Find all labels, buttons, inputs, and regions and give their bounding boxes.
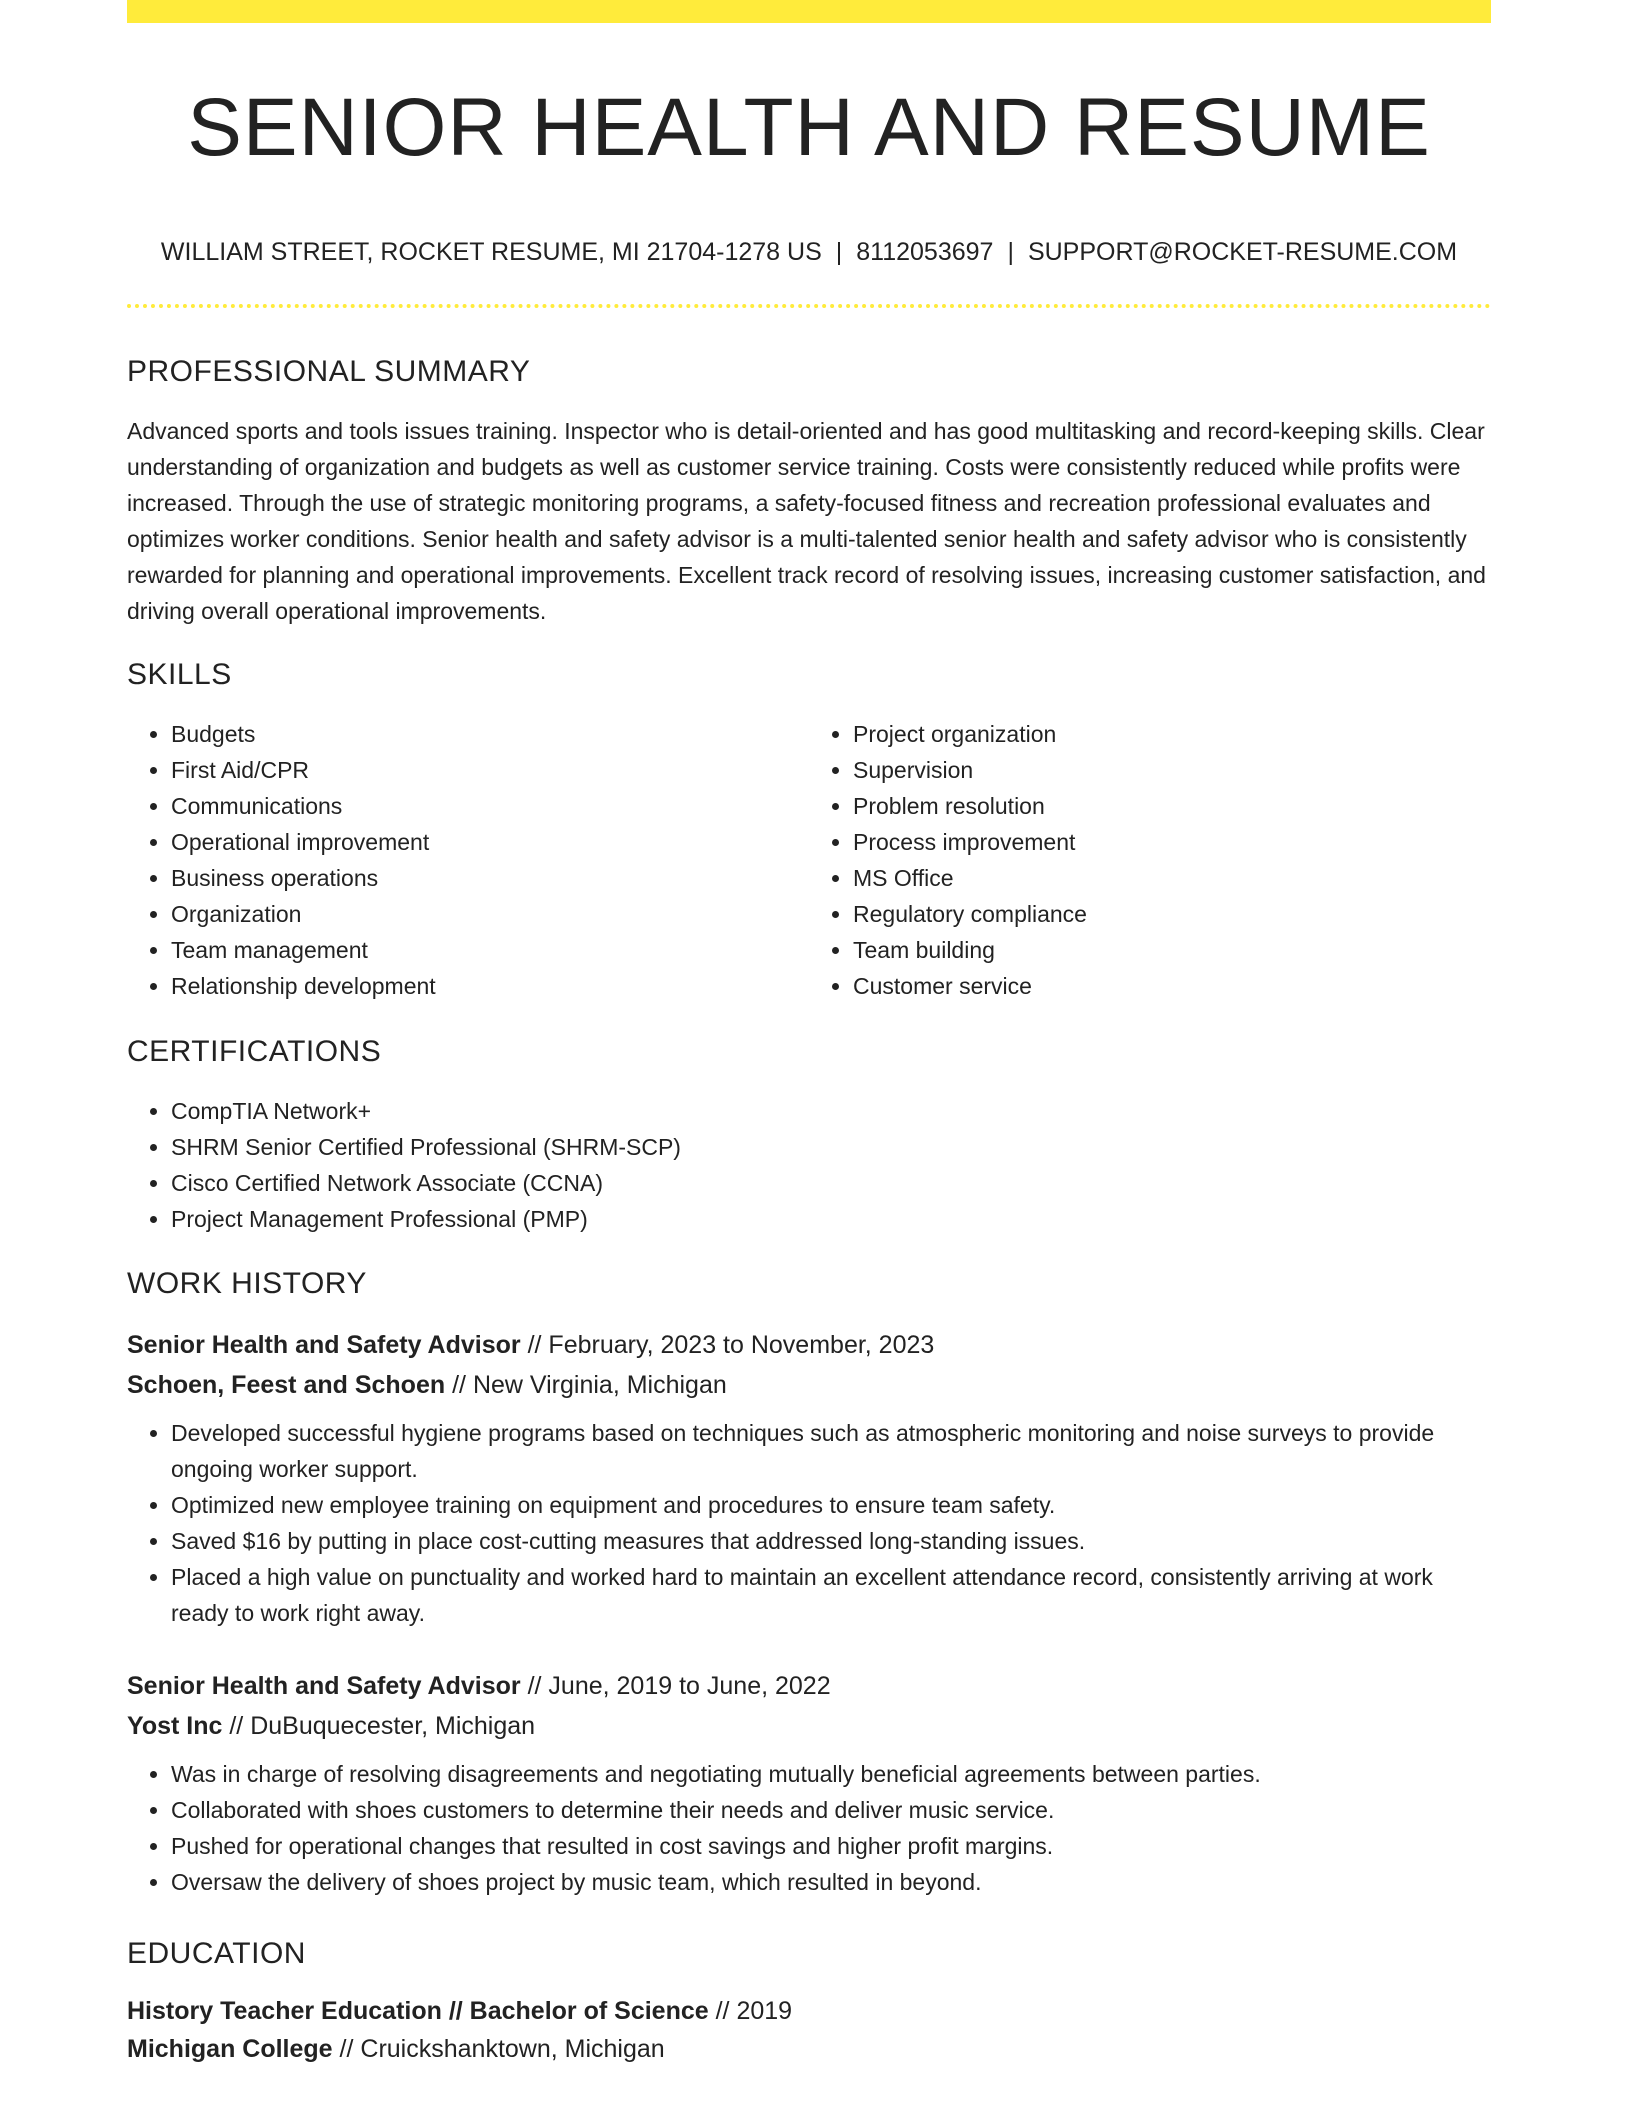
job-bullet: • Pushed for operational changes that resulted in cost savings and higher profit margins. [171, 1828, 1491, 1864]
job-bullet: • Developed successful hygiene programs based on techniques such as atmospheric monitoring and noise surveys to provide ongoing worker support. [171, 1415, 1491, 1487]
contact-separator: | [1007, 238, 1014, 266]
job-bullets [127, 1756, 1491, 1900]
job-company: Yost Inc [127, 1712, 223, 1740]
skill-item: • MS Office [853, 860, 1491, 896]
accent-top-bar [127, 0, 1491, 23]
certification-item: • Cisco Certified Network Associate (CCNA) [171, 1165, 1491, 1201]
job-bullet: • Placed a high value on punctuality and worked hard to maintain an excellent attendance record, consistently arriving at work ready to work right away. [171, 1559, 1491, 1631]
skill-item: • Team building [853, 932, 1491, 968]
skill-item: • Supervision [853, 752, 1491, 788]
skills-column-left [127, 716, 809, 1004]
skill-item: • Project organization [853, 716, 1491, 752]
job-company-line: Yost Inc // DuBuquecester, Michigan [127, 1712, 536, 1740]
skill-item: • Process improvement [853, 824, 1491, 860]
job-location: DuBuquecester, Michigan [250, 1712, 536, 1740]
job-bullet: • Saved $16 by putting in place cost-cutting measures that addressed long-standing issues. [171, 1523, 1491, 1559]
skill-item: • Regulatory compliance [853, 896, 1491, 932]
contact-phone: 8112053697 [856, 238, 994, 266]
job-role: Senior Health and Safety Advisor [127, 1331, 521, 1359]
skill-item: • Organization [171, 896, 809, 932]
job-role: Senior Health and Safety Advisor [127, 1672, 521, 1700]
contact-address: WILLIAM STREET, ROCKET RESUME, MI 21704-1278 US [160, 238, 822, 266]
job-dates: February, 2023 to November, 2023 [548, 1331, 935, 1359]
skill-item: • First Aid/CPR [171, 752, 809, 788]
contact-line [127, 234, 1491, 270]
contact-separator: | [835, 238, 843, 266]
resume-name: SENIOR HEALTH AND RESUME [187, 82, 1431, 173]
certifications-heading: CERTIFICATIONS [127, 1035, 382, 1068]
summary-heading: PROFESSIONAL SUMMARY [127, 355, 531, 388]
education-year: 2019 [736, 1997, 793, 2025]
job-bullet: • Collaborated with shoes customers to determine their needs and deliver music service. [171, 1792, 1491, 1828]
skills-heading: SKILLS [127, 658, 232, 691]
job-location: New Virginia, Michigan [472, 1371, 727, 1399]
job-bullets [127, 1415, 1491, 1631]
skill-item: • Operational improvement [171, 824, 809, 860]
job-company: Schoen, Feest and Schoen [127, 1371, 446, 1399]
skill-item: • Team management [171, 932, 809, 968]
job-entry [127, 1666, 1491, 1900]
skill-item: • Relationship development [171, 968, 809, 1004]
education-school: Michigan College [127, 2035, 333, 2063]
education-program-line: History Teacher Education // Bachelor of Science // 2019 [127, 1997, 793, 2025]
job-title-line: Senior Health and Safety Advisor // February, 2023 to November, 2023 [127, 1331, 935, 1359]
skill-item: • Budgets [171, 716, 809, 752]
summary-text: Advanced sports and tools issues training. Inspector who is detail-oriented and has good multitasking and record-keeping skills. Clear understanding of organization and budgets as well as customer service training. Costs were consistently reduced while profits were increased. Through the use of strategic monitoring programs, a safety-focused fitness and recreation professional evaluates and optimizes worker conditions. Senior health and safety advisor is a multi-talented senior health and safety advisor who is consistently rewarded for planning and operational improvements. Excellent track record of resolving issues, increasing customer satisfaction, and driving overall operational improvements. [127, 418, 1486, 624]
job-dates: June, 2019 to June, 2022 [548, 1672, 831, 1700]
education-program: History Teacher Education // Bachelor of Science [127, 1997, 709, 2025]
certifications-list [127, 1093, 1491, 1237]
skill-item: • Business operations [171, 860, 809, 896]
job-company-line: Schoen, Feest and Schoen // New Virginia, Michigan [127, 1371, 727, 1399]
job-bullet: • Optimized new employee training on equipment and procedures to ensure team safety. [171, 1487, 1491, 1523]
contact-email: SUPPORT@ROCKET-RESUME.COM [1027, 238, 1458, 266]
job-bullet: • Was in charge of resolving disagreements and negotiating mutually beneficial agreements between parties. [171, 1756, 1491, 1792]
education-location: Cruickshanktown, Michigan [360, 2035, 665, 2063]
certification-item: • SHRM Senior Certified Professional (SHRM-SCP) [171, 1129, 1491, 1165]
job-title-line: Senior Health and Safety Advisor // June, 2019 to June, 2022 [127, 1672, 831, 1700]
education-entry [127, 1992, 1491, 2068]
work-history-heading: WORK HISTORY [127, 1267, 367, 1300]
certification-item: • Project Management Professional (PMP) [171, 1201, 1491, 1237]
skills-column-right [809, 716, 1491, 1004]
education-school-line: Michigan College // Cruickshanktown, Michigan [127, 2035, 665, 2063]
skill-item: • Customer service [853, 968, 1491, 1004]
skill-item: • Problem resolution [853, 788, 1491, 824]
certification-item: • CompTIA Network+ [171, 1093, 1491, 1129]
skill-item: • Communications [171, 788, 809, 824]
job-entry [127, 1325, 1491, 1631]
education-heading: EDUCATION [127, 1937, 306, 1970]
dotted-divider [127, 304, 1491, 308]
skills-list [127, 716, 1491, 1004]
job-bullet: • Oversaw the delivery of shoes project by music team, which resulted in beyond. [171, 1864, 1491, 1900]
